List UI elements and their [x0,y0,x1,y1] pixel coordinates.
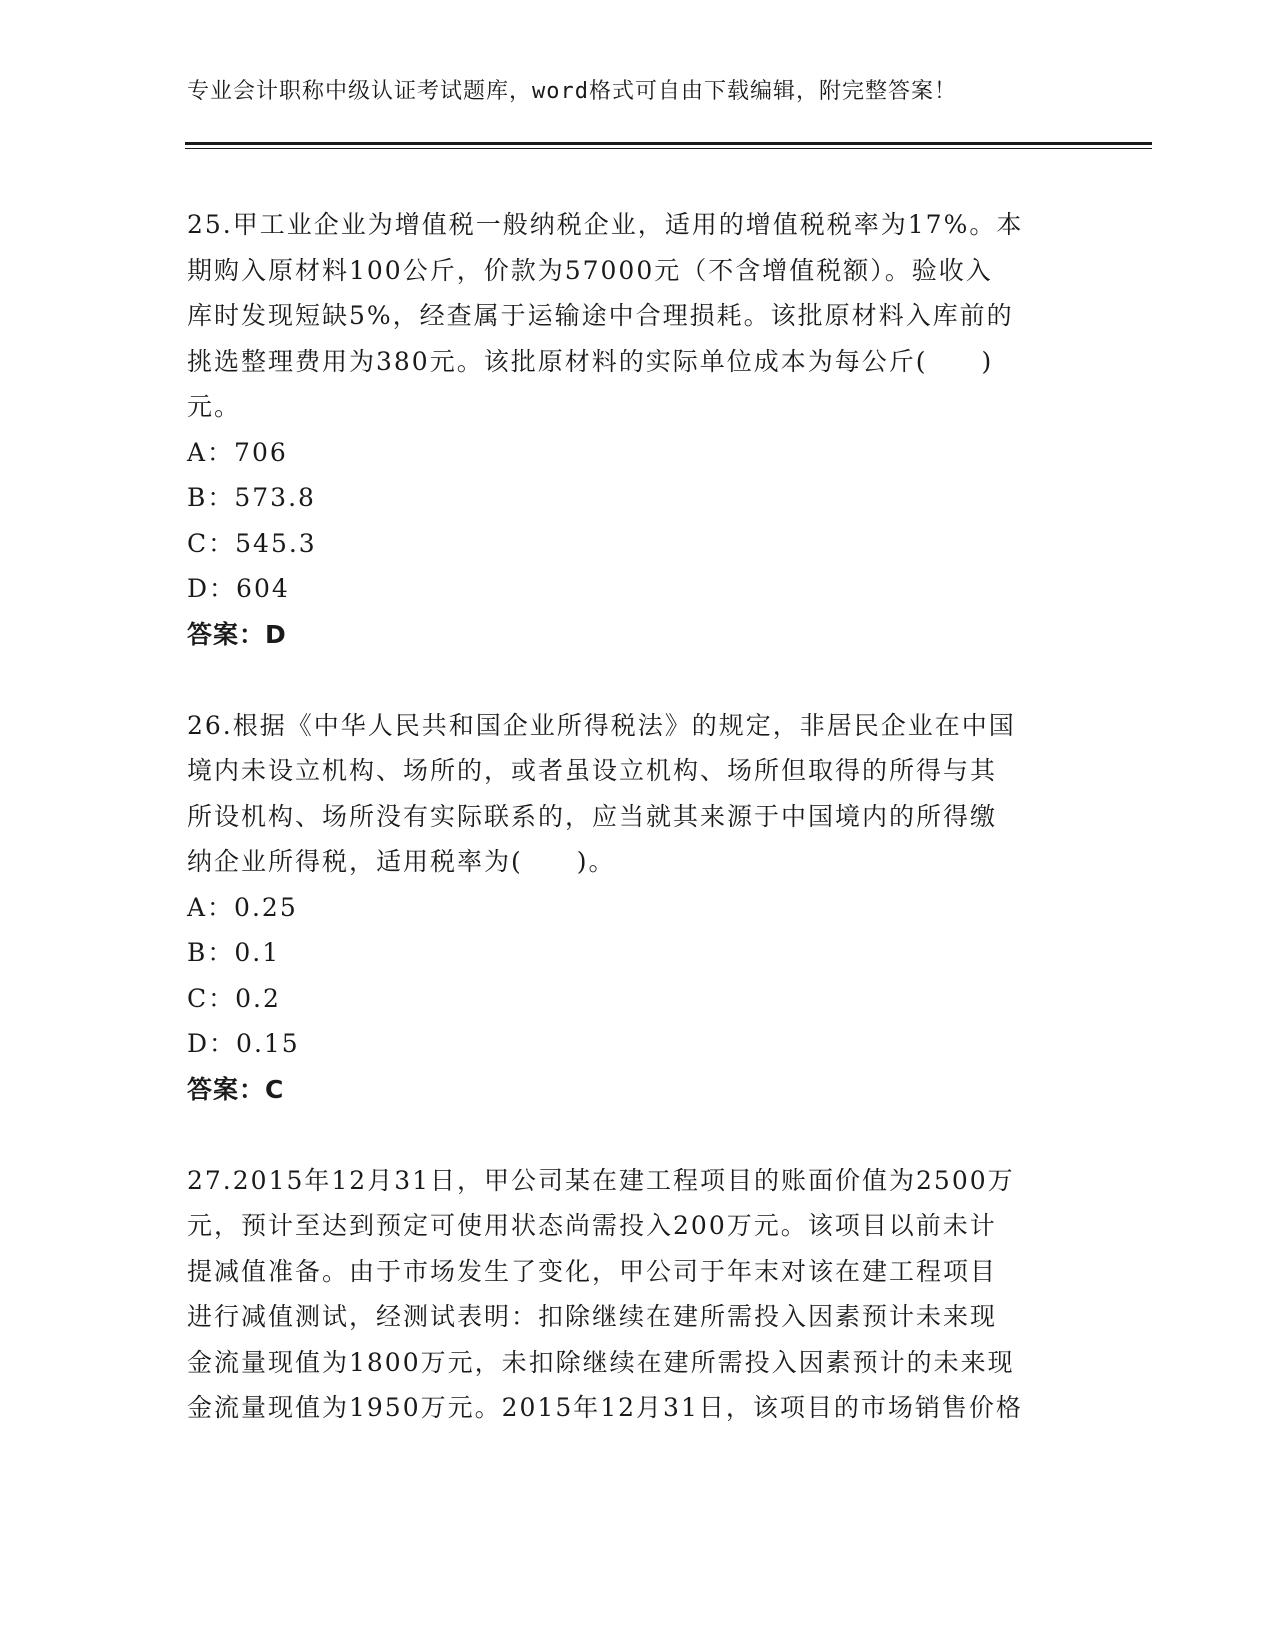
question-text-line: 元，预计至达到预定可使用状态尚需投入200万元。该项目以前未计 [187,1211,997,1240]
question-spacer [187,657,1087,703]
header-rule-thick [185,142,1152,145]
option-c: C：545.3 [187,528,317,558]
question-text-line: 库时发现短缺5%，经查属于运输途中合理损耗。该批原材料入库前的 [187,301,1014,330]
question-text-line: 元。 [187,392,242,421]
question-text-line: 境内未设立机构、场所的，或者虽设立机构、场所但取得的所得与其 [187,756,998,785]
question-text-line: 金流量现值为1800万元，未扣除继续在建所需投入因素预计的未来现 [187,1347,1015,1377]
header-rule-thin [185,148,1152,149]
page-header: 专业会计职称中级认证考试题库，word格式可自由下载编辑，附完整答案！ [187,79,957,104]
question-text-line: 25.甲工业企业为增值税一般纳税企业，适用的增值税税率为17%。本 [187,210,1024,239]
option-b: B：0.1 [187,938,281,967]
answer-line: 答案：D [187,619,287,649]
question-text-line: 挑选整理费用为380元。该批原材料的实际单位成本为每公斤( ) [187,346,994,376]
question-text-line: 纳企业所得税，适用税率为( )。 [187,847,616,876]
option-c: C：0.2 [187,983,281,1013]
question-text-line: 所设机构、场所没有实际联系的，应当就其来源于中国境内的所得缴 [187,801,998,831]
question-text-line: 27.2015年12月31日，甲公司某在建工程项目的账面价值为2500万 [187,1165,1015,1195]
question-text-line: 进行减值测试，经测试表明：扣除继续在建所需投入因素预计未来现 [187,1302,998,1331]
option-d: D：604 [187,574,290,603]
question-list [187,202,1087,1431]
question-text-line: 26.根据《中华人民共和国企业所得税法》的规定，非居民企业在中国 [187,710,1016,740]
question-text-line: 提减值准备。由于市场发生了变化，甲公司于年末对该在建工程项目 [187,1256,998,1286]
question-text-line: 期购入原材料100公斤，价款为57000元（不含增值税额）。验收入 [187,255,993,285]
question-25 [187,202,1087,657]
answer-line: 答案：C [187,1074,285,1104]
option-b: B：573.8 [187,483,316,512]
option-a: A：706 [187,437,288,467]
option-d: D：0.15 [187,1029,300,1058]
question-text-line: 金流量现值为1950万元。2015年12月31日，该项目的市场销售价格 [187,1393,1023,1422]
question-27 [187,1158,1087,1431]
question-spacer [187,1112,1087,1158]
question-26 [187,703,1087,1113]
option-a: A：0.25 [187,892,298,922]
